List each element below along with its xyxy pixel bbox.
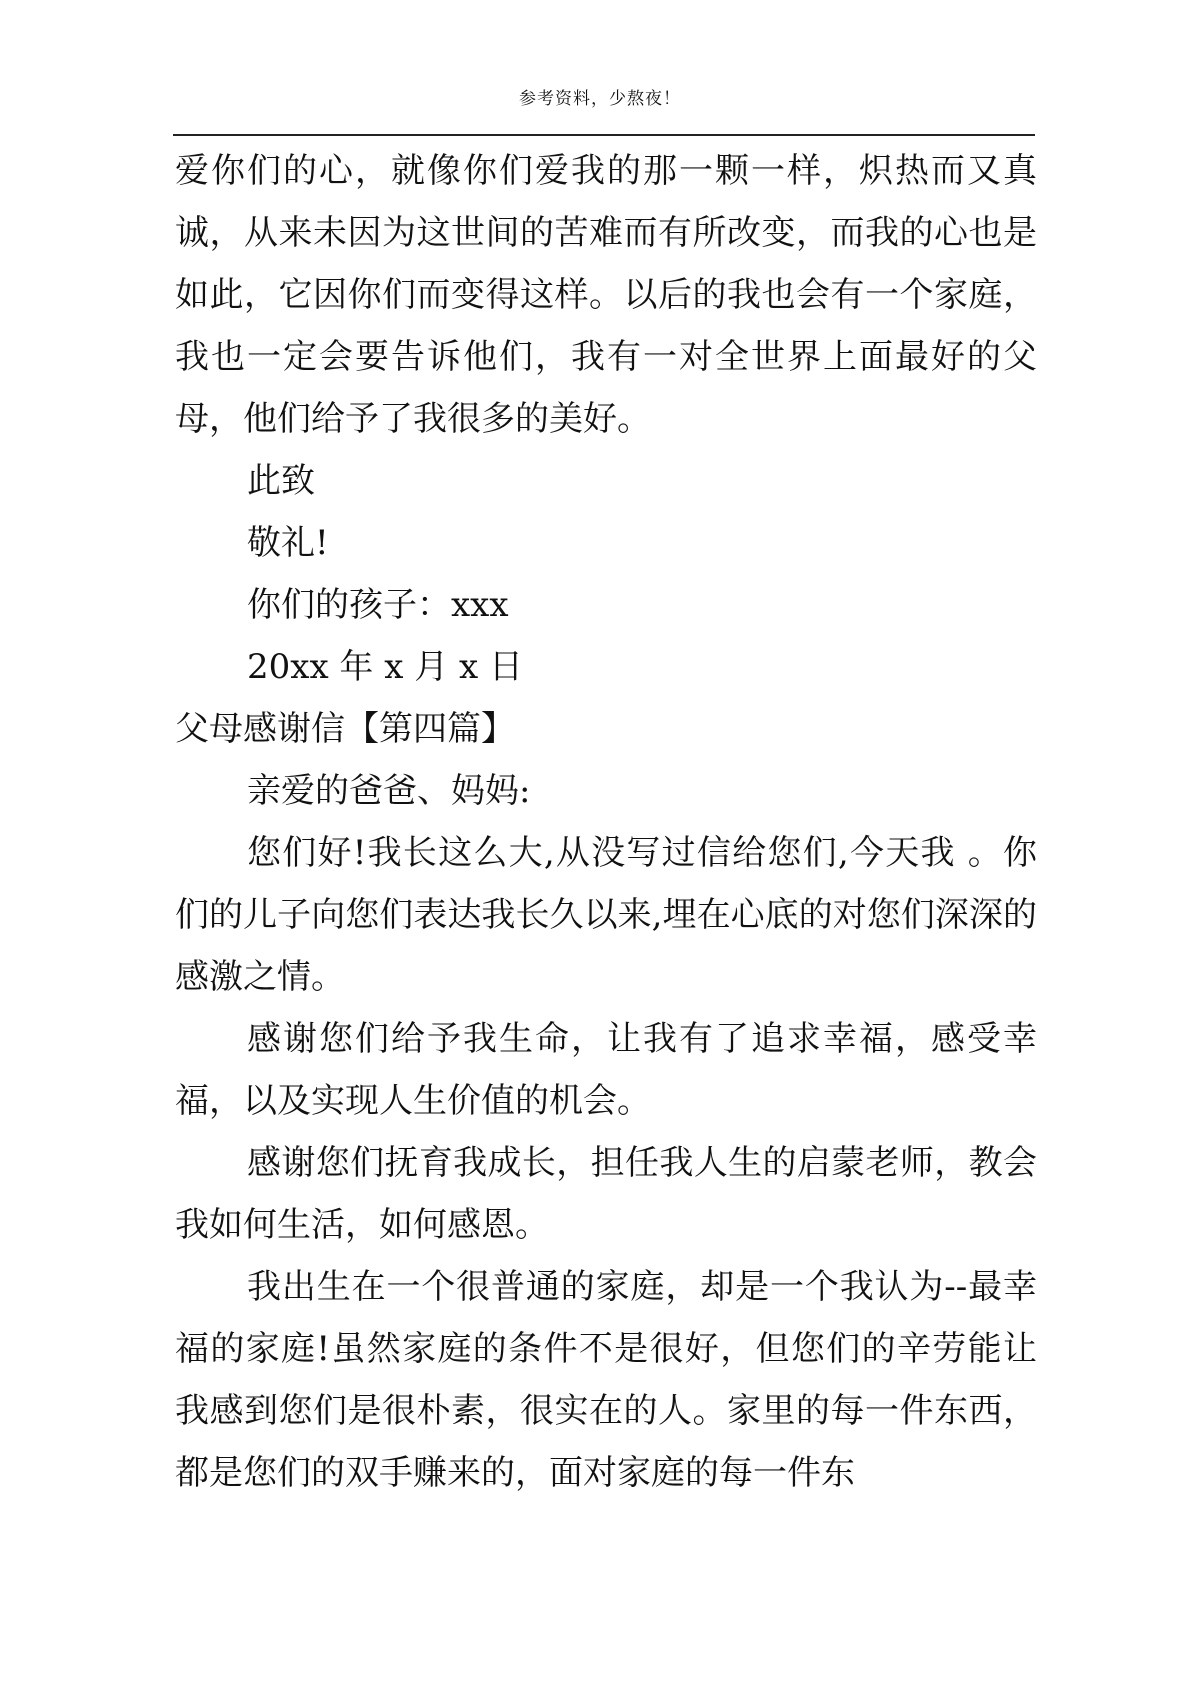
letter-greeting: 亲爱的爸爸、妈妈: [247, 771, 531, 811]
paragraph-closing-text: 爱你们的心，就像你们爱我的那一颗一样，炽热而又真诚，从来未因为这世间的苦难而有所改变，而我的心也是如此，它因你们而变得这样。以后的我也会有一个家庭，我也一定会要告诉他们，我有一对全世界上面最好的父母，他们给予了我很多的美好。 [175, 151, 1037, 439]
document-body [175, 140, 1037, 1504]
paragraph-thanks-life: 感谢您们给予我生命，让我有了追求幸福，感受幸福，以及实现人生价值的机会。 [175, 1019, 1037, 1121]
paragraph-thanks-upbringing: 感谢您们抚育我成长，担任我人生的启蒙老师，教会我如何生活，如何感恩。 [175, 1143, 1037, 1245]
header-divider [173, 134, 1035, 136]
salutation-cizhi: 此致 [247, 461, 315, 501]
signature-line: 你们的孩子：xxx [247, 585, 509, 625]
paragraph-family: 我出生在一个很普通的家庭，却是一个我认为--最幸福的家庭!虽然家庭的条件不是很好，但您们的辛劳能让我感到您们是很朴素，很实在的人。家里的每一件东西，都是您们的双手赚来的，面对家庭的每一件东 [175, 1267, 1037, 1493]
paragraph-opening: 您们好!我长这么大,从没写过信给您们,今天我 。你们的儿子向您们表达我长久以来,埋在心底的对您们深深的感激之情。 [175, 833, 1037, 997]
date-line: 20xx 年 x 月 x 日 [247, 647, 524, 687]
page-header: 参考资料，少熬夜！ [519, 89, 681, 109]
section-title: 父母感谢信【第四篇】 [175, 709, 515, 749]
salutation-jingli: 敬礼! [247, 523, 329, 563]
